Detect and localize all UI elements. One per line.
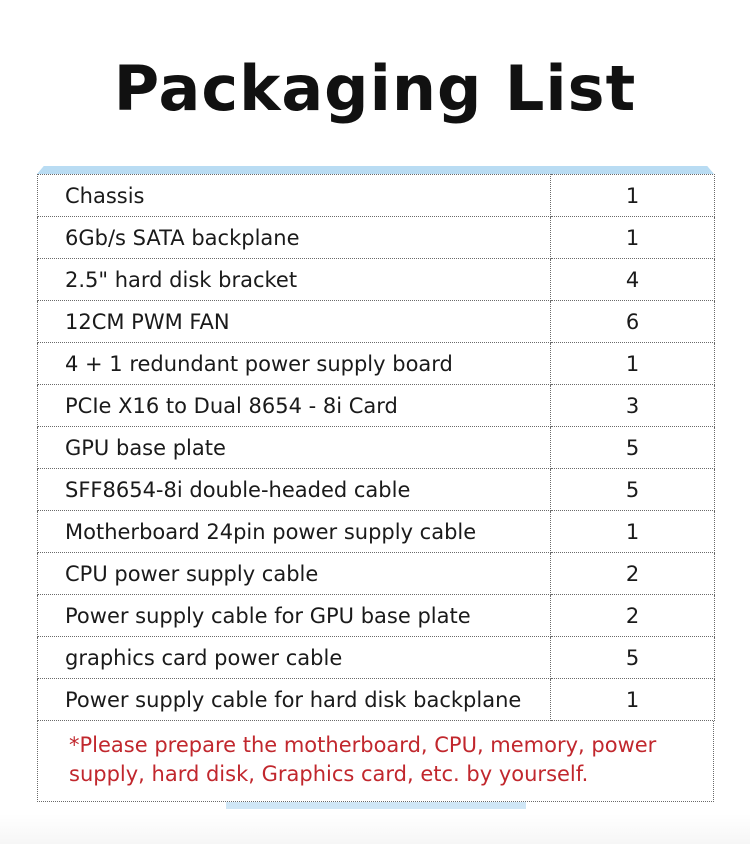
preparation-note: *Please prepare the motherboard, CPU, memory, power supply, hard disk, Graphics card, etc. by yourself. — [69, 733, 657, 786]
item-quantity: 1 — [551, 343, 715, 385]
table-row — [38, 637, 715, 679]
item-quantity: 1 — [551, 679, 715, 721]
item-quantity: 1 — [551, 511, 715, 553]
bottom-fade — [0, 814, 750, 844]
item-quantity: 5 — [551, 637, 715, 679]
item-name: 2.5" hard disk bracket — [38, 259, 551, 301]
table-row — [38, 511, 715, 553]
item-name: Power supply cable for hard disk backplane — [38, 679, 551, 721]
table-row — [38, 259, 715, 301]
table-row — [38, 385, 715, 427]
item-name: 12CM PWM FAN — [38, 301, 551, 343]
item-name: graphics card power cable — [38, 637, 551, 679]
table-row — [38, 343, 715, 385]
table-row — [38, 217, 715, 259]
item-name: 6Gb/s SATA backplane — [38, 217, 551, 259]
table-row — [38, 175, 715, 217]
item-quantity: 5 — [551, 427, 715, 469]
item-name: PCIe X16 to Dual 8654 - 8i Card — [38, 385, 551, 427]
table-row — [38, 553, 715, 595]
table-row — [38, 595, 715, 637]
note-cell — [37, 721, 714, 802]
packaging-table-body — [38, 175, 715, 721]
item-quantity: 3 — [551, 385, 715, 427]
table-row — [38, 679, 715, 721]
item-name: Chassis — [38, 175, 551, 217]
item-name: SFF8654-8i double-headed cable — [38, 469, 551, 511]
item-quantity: 4 — [551, 259, 715, 301]
packaging-table — [37, 174, 715, 721]
item-quantity: 5 — [551, 469, 715, 511]
item-name: Power supply cable for GPU base plate — [38, 595, 551, 637]
packaging-list-frame — [37, 166, 714, 809]
item-name: 4 + 1 redundant power supply board — [38, 343, 551, 385]
top-accent-band — [37, 166, 714, 174]
item-name: Motherboard 24pin power supply cable — [38, 511, 551, 553]
table-row — [38, 427, 715, 469]
bottom-accent-band — [226, 802, 526, 809]
item-name: CPU power supply cable — [38, 553, 551, 595]
item-quantity: 2 — [551, 595, 715, 637]
item-quantity: 1 — [551, 175, 715, 217]
table-row — [38, 469, 715, 511]
table-row — [38, 301, 715, 343]
item-quantity: 1 — [551, 217, 715, 259]
item-name: GPU base plate — [38, 427, 551, 469]
page-title: Packaging List — [113, 52, 637, 125]
item-quantity: 2 — [551, 553, 715, 595]
item-quantity: 6 — [551, 301, 715, 343]
